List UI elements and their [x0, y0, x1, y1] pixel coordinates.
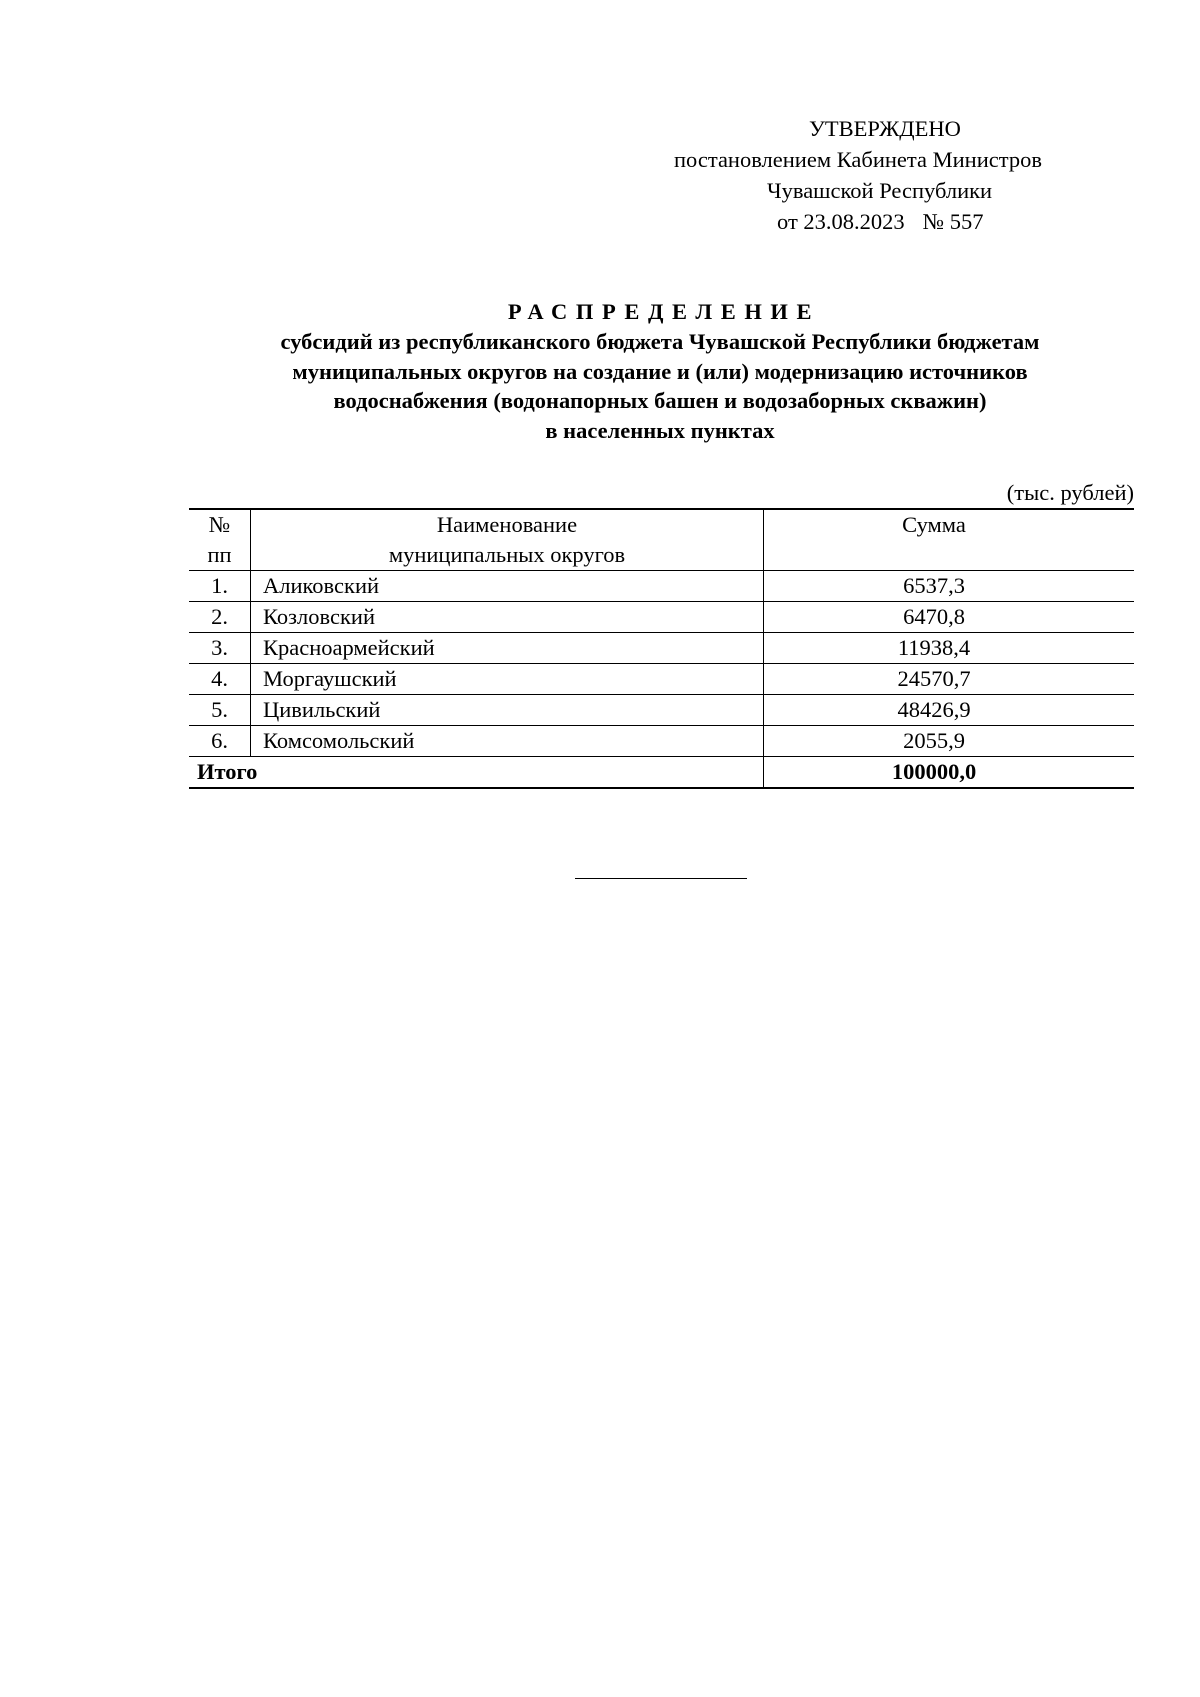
- subtitle-line: в населенных пунктах: [545, 417, 775, 443]
- table-row: [189, 602, 1134, 633]
- row-name: Моргаушский: [251, 664, 764, 695]
- document-title-block: [150, 297, 1170, 445]
- subtitle-line: водоснабжения (водонапорных башен и водозаборных скважин): [333, 388, 987, 413]
- header-number-line1: №: [208, 512, 231, 537]
- row-name: Козловский: [251, 602, 764, 633]
- header-name-line1: Наименование: [436, 512, 578, 537]
- approval-number: № 557: [922, 209, 984, 234]
- row-number: 4.: [189, 664, 251, 695]
- approval-title: УТВЕРЖДЕНО: [809, 116, 961, 141]
- row-name: Аликовский: [251, 571, 764, 602]
- header-sum: Сумма: [764, 509, 1135, 571]
- document-subtitle: [150, 327, 1170, 445]
- row-sum: 2055,9: [764, 726, 1135, 757]
- units-label: (тыс. рублей): [1006, 480, 1134, 505]
- approval-date: от 23.08.2023: [777, 209, 905, 234]
- header-name: [251, 509, 764, 571]
- total-sum: 100000,0: [764, 757, 1135, 789]
- row-name: Комсомольский: [251, 726, 764, 757]
- table-row: [189, 695, 1134, 726]
- row-sum: 6470,8: [764, 602, 1135, 633]
- approval-stamp: [660, 113, 1120, 237]
- table-row: [189, 726, 1134, 757]
- end-separator-line: [575, 878, 747, 879]
- row-name: Цивильский: [251, 695, 764, 726]
- approval-republic: Чувашской Республики: [767, 178, 993, 203]
- row-number: 6.: [189, 726, 251, 757]
- table-row: [189, 571, 1134, 602]
- row-sum: 48426,9: [764, 695, 1135, 726]
- approval-date-number: [660, 206, 1120, 237]
- row-sum: 6537,3: [764, 571, 1135, 602]
- row-number: 2.: [189, 602, 251, 633]
- header-number: [189, 509, 251, 571]
- row-name: Красноармейский: [251, 633, 764, 664]
- table-row: [189, 633, 1134, 664]
- header-number-line2: пп: [207, 542, 232, 567]
- approval-authority: постановлением Кабинета Министров: [674, 147, 1042, 172]
- row-sum: 24570,7: [764, 664, 1135, 695]
- row-sum: 11938,4: [764, 633, 1135, 664]
- total-row: [189, 757, 1134, 789]
- row-number: 5.: [189, 695, 251, 726]
- table-header-row: [189, 509, 1134, 571]
- subtitle-line: субсидий из республиканского бюджета Чувашской Республики бюджетам: [280, 329, 1040, 354]
- table-row: [189, 664, 1134, 695]
- total-label: Итого: [189, 757, 764, 789]
- subtitle-line: муниципальных округов на создание и (или) модернизацию источников: [292, 358, 1028, 384]
- row-number: 3.: [189, 633, 251, 664]
- row-number: 1.: [189, 571, 251, 602]
- distribution-table: [189, 508, 1134, 789]
- document-heading: РАСПРЕДЕЛЕНИЕ: [507, 299, 821, 324]
- header-name-line2: муниципальных округов: [388, 542, 626, 567]
